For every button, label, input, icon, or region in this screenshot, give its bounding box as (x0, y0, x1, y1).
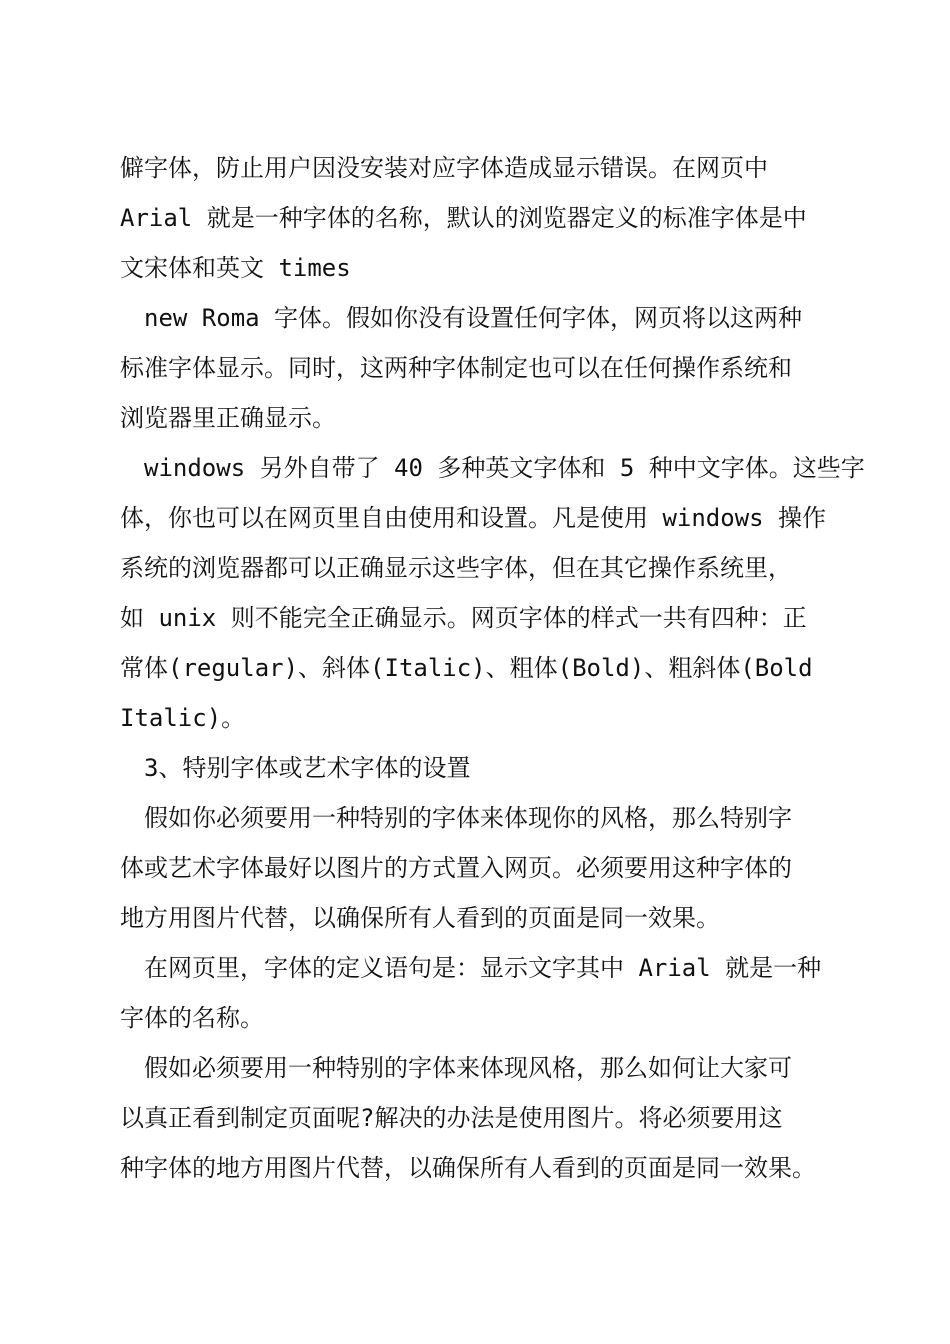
text-line: windows 另外自带了 40 多种英文字体和 5 种中文字体。这些字 (144, 454, 865, 482)
text-line: 系统的浏览器都可以正确显示这些字体，但在其它操作系统里， (120, 554, 792, 582)
text-line: 如 unix 则不能完全正确显示。网页字体的样式一共有四种：正 (120, 604, 807, 632)
text-line: 常体(regular)、斜体(Italic)、粗体(Bold)、粗斜体(Bold (120, 654, 813, 682)
text-line: 文宋体和英文 times (120, 254, 351, 282)
text-line: Italic)。 (120, 704, 246, 732)
text-line: 浏览器里正确显示。 (120, 404, 336, 432)
text-line: 字体的名称。 (120, 1004, 264, 1032)
text-line: 假如你必须要用一种特别的字体来体现你的风格，那么特别字 (144, 804, 792, 832)
text-line: Arial 就是一种字体的名称，默认的浏览器定义的标准字体是中 (120, 204, 807, 232)
text-line: new Roma 字体。假如你没有设置任何字体，网页将以这两种 (144, 304, 803, 332)
text-line: 以真正看到制定页面呢?解决的办法是使用图片。将必须要用这 (120, 1104, 783, 1132)
text-line: 假如必须要用一种特别的字体来体现风格，那么如何让大家可 (144, 1054, 792, 1082)
text-line: 僻字体，防止用户因没安装对应字体造成显示错误。在网页中 (120, 154, 768, 182)
text-line: 在网页里，字体的定义语句是：显示文字其中 Arial 就是一种 (144, 954, 822, 982)
text-line: 体，你也可以在网页里自由使用和设置。凡是使用 windows 操作 (120, 504, 827, 532)
text-line: 标准字体显示。同时，这两种字体制定也可以在任何操作系统和 (120, 354, 792, 382)
text-line: 体或艺术字体最好以图片的方式置入网页。必须要用这种字体的 (120, 854, 792, 882)
text-line: 地方用图片代替，以确保所有人看到的页面是同一效果。 (120, 904, 720, 932)
document-body (120, 143, 865, 1193)
text-line: 种字体的地方用图片代替，以确保所有人看到的页面是同一效果。 (120, 1154, 816, 1182)
text-line: 3、特别字体或艺术字体的设置 (144, 754, 471, 782)
